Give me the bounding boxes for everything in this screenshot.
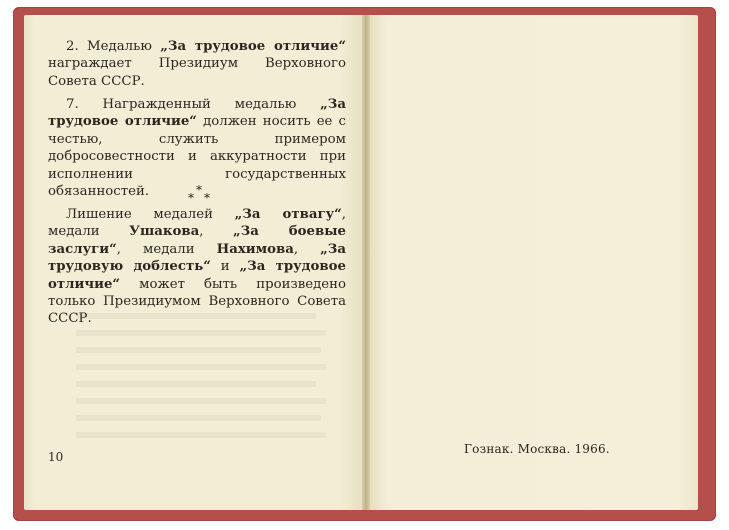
paragraph-revocation	[48, 206, 346, 328]
text-run: , медали	[48, 207, 346, 240]
text-run: Лишение медалей	[66, 207, 235, 222]
bleed-through	[76, 381, 316, 387]
text-run: 2. Медалью	[66, 39, 161, 54]
bold-run: „За боевые заслуги“	[48, 224, 346, 257]
text-run: должен носить ее с честью, служить примером добросовестности и аккуратности при исполнении государственных обязанностей.	[48, 114, 347, 200]
bold-run: „За трудовое отличие“	[160, 39, 346, 54]
bleed-through	[76, 347, 321, 353]
bold-run: Нахимова	[216, 241, 294, 257]
paragraph-article-2	[48, 38, 346, 90]
bold-run: „За трудовое отличие“	[48, 97, 346, 130]
separator-star-right: *	[204, 191, 210, 205]
bleed-through	[76, 364, 326, 370]
bleed-through	[76, 398, 326, 404]
text-run: ,	[199, 224, 233, 240]
bold-run: Ушакова	[129, 224, 200, 240]
bold-run: „За трудовое отличие“	[48, 259, 346, 292]
book-gutter	[362, 15, 370, 510]
separator-star-top: *	[196, 183, 202, 197]
bold-run: „За отвагу“	[234, 207, 342, 222]
text-run: ,	[293, 241, 321, 257]
text-run: награждает Президиум Верховного Совета СССР.	[48, 56, 346, 89]
text-run: 7. Награжденный медалью	[66, 97, 321, 112]
section-separator	[170, 183, 230, 207]
printer-imprint: Гознак. Москва. 1966.	[464, 442, 610, 456]
bold-run: „За трудовую доблесть“	[48, 241, 346, 275]
page-number: 10	[48, 450, 64, 464]
text-run: и	[210, 259, 240, 275]
bleed-through	[76, 432, 326, 438]
separator-star-left: *	[188, 191, 194, 205]
text-run: может быть произведено только Президиумом Верховного Совета СССР.	[48, 276, 346, 327]
text-run: , медали	[116, 241, 217, 257]
bleed-through	[76, 415, 321, 421]
right-page	[368, 15, 698, 510]
bleed-through	[76, 330, 326, 336]
